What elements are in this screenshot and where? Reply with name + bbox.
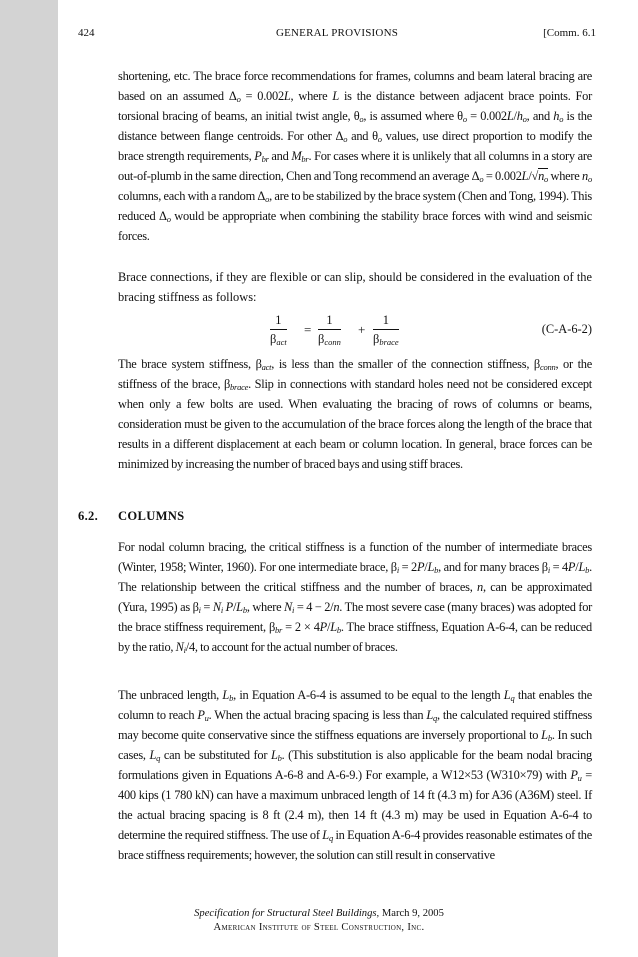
- equation-number: (C-A-6-2): [541, 322, 592, 336]
- page-number: 424: [78, 27, 95, 39]
- section-number: 6.2.: [78, 509, 99, 523]
- header-title: GENERAL PROVISIONS: [275, 27, 399, 39]
- sqrt-n-o: $√n_o$: [531, 169, 549, 184]
- paragraph-2: [118, 267, 592, 307]
- paragraph-1: shortening, etc. The brace force recommendations for frames, columns and beam lateral bracing are based on an assumed $\Delta_o = 0.002L$, where L is the distance between adjacent brace points. For torsional bracing of beams, an initial twist angle, $\theta_o$, is assumed where $\theta_o = 0.002L/h_o$, and $h_o$ is the distance between flange centroids. For other $\Delta_o$ and $\theta_o$ values, use direct proportion to modify the brace strength requirements, $P_{br}$ and $M_{br}$. For cases where it is unlikely that all columns in a story are out-of-plumb in the same direction, Chen and Tong recommend an average $\Delta_o = 0.002L/√n_o$ where $n_o$ columns, each with a random $\Delta_o$, are to be stabilized by the brace system (Chen and Tong, 1994). This reduced $\Delta_o$ would be appropriate when combining the stability brace forces with wind and seismic forces.: [118, 69, 593, 243]
- page-edge: [0, 0, 58, 957]
- footer-line-1: Specification for Structural Steel Buildings, March 9, 2005: [194, 908, 444, 919]
- plus-sign: +: [358, 322, 366, 337]
- symbol-theta-o: $\theta_o$: [353, 109, 364, 124]
- header-section-ref: [Comm. 6.1: [543, 27, 596, 39]
- equation-c-a-6-2: [118, 309, 592, 355]
- page-footer: [0, 907, 638, 935]
- footer-line-2: American Institute of Steel Construction, Inc.: [213, 922, 425, 933]
- paragraph-2-text: Brace connections, if they are flexible or can slip, should be considered in the evaluation of the bracing stiffness as follows:: [118, 270, 592, 304]
- section-title: COLUMNS: [118, 509, 185, 523]
- symbol-delta-o: $\Delta_o$: [228, 89, 241, 104]
- paragraph-4: For nodal column bracing, the critical stiffness is a function of the number of intermediate braces (Winter, 1958; Winter, 1960). For one intermediate brace, $\beta_i = 2P/L_b$, and for many braces $\beta_i = 4P/L_b$. The relationship between the critical stiffness and the number of braces, n, can be approximated (Yura, 1995) as $\beta_i = N_i$ $P/L_b$, where $N_i = 4 - 2/n$. The most severe case (many braces) was adopted for the brace stiffness requirement, $\beta_{br} = 2 \times 4P/L_b$. The brace stiffness, Equation A-6-4, can be reduced by the ratio, $N_i/4$, to account for the actual number of braces.: [118, 540, 593, 655]
- fraction-beta-conn: 1 $\beta_{conn}$: [318, 313, 341, 347]
- equals-sign: =: [304, 322, 312, 337]
- running-header: [78, 27, 596, 43]
- paragraph-3: The brace system stiffness, $\beta_{act}$, is less than the smaller of the connection stiffness, $\beta_{conn}$, or the stiffness of the brace, $\beta_{brace}$. Slip in connections with standard holes need not be considered except when only a few bolts are used. When evaluating the bracing of rows of columns or beams, consideration must be given to the accumulation of the brace forces along the length of the brace that results in a different displacement at each beam or column location. In general, brace forces can be minimized by increasing the number of braced bays and using stiff braces.: [118, 357, 593, 471]
- fraction-beta-brace: 1 $\beta_{brace}$: [373, 313, 399, 347]
- paragraph-5: The unbraced length, $L_b$, in Equation A-6-4 is assumed to be equal to the length $L_q$ that enables the column to reach $P_u$. When the actual bracing spacing is less than $L_q$, the calculated required stiffness may become quite conservative since the stiffness equations are inversely proportional to $L_b$. In such cases, $L_q$ can be substituted for $L_b$. (This substitution is also applicable for the beam nodal bracing formulations given in Equations A-6-8 and A-6-9.) For example, a W12×53 (W310×79) with $P_u = 400$ kips (1 780 kN) can have a maximum unbraced length of 14 ft (4.3 m) for A36 (A36M) steel. If the actual bracing spacing is 8 ft (2.4 m), then 14 ft (4.3 m) may be used in Equation A-6-4 to determine the required stiffness. The use of $L_q$ in Equation A-6-4 provides reasonable estimates of the brace stiffness requirements; however, the solution can still result in conservative: [118, 688, 593, 862]
- fraction-beta-act: 1 $\beta_{act}$: [270, 313, 287, 347]
